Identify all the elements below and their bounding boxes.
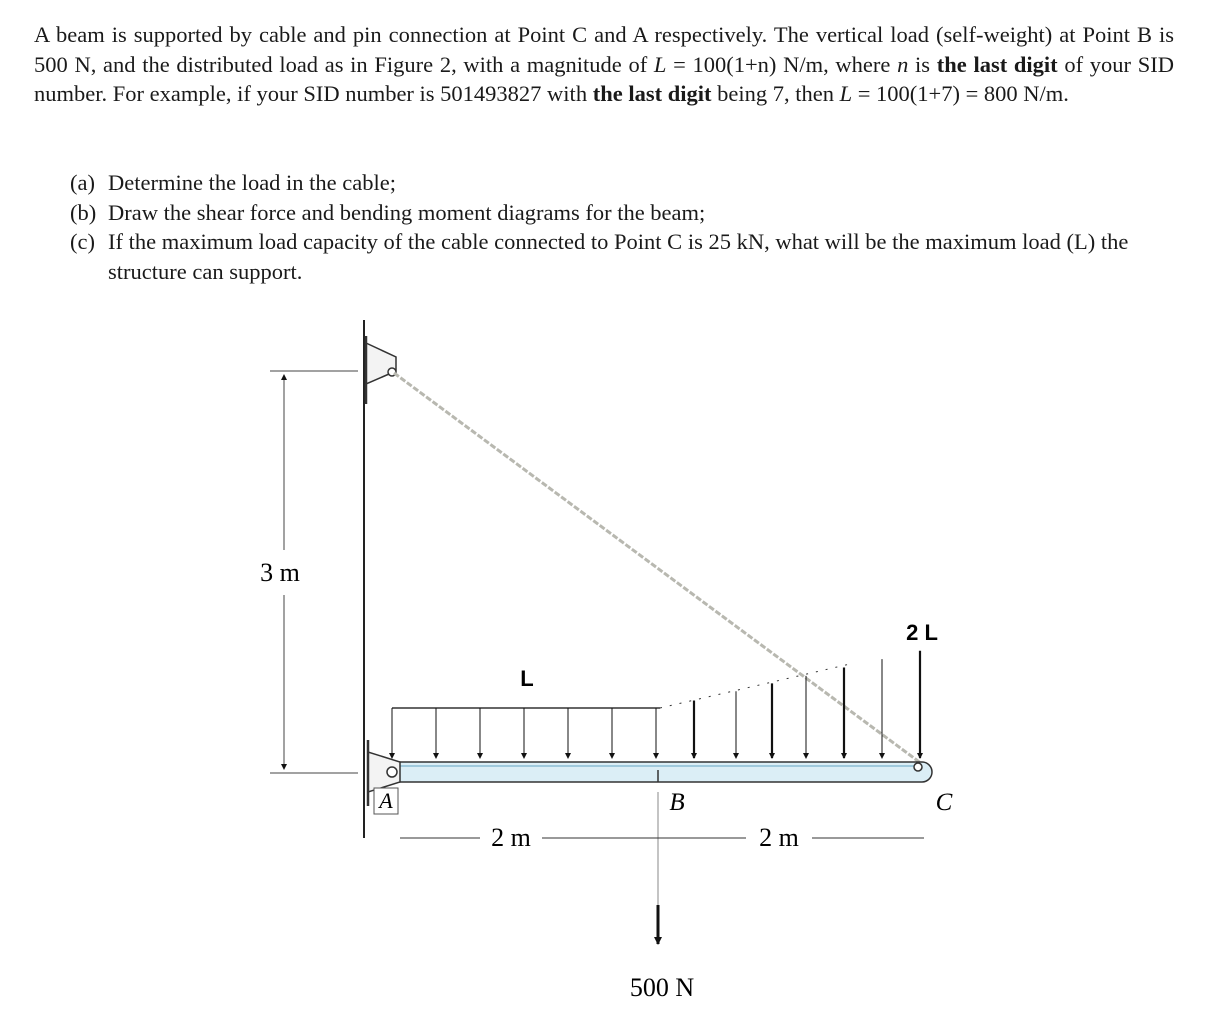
cable-anchor-bracket xyxy=(366,336,396,404)
emphasis-last-digit: the last digit xyxy=(592,81,712,106)
point-label-c: C xyxy=(935,789,953,816)
height-label: 3 m xyxy=(260,558,300,587)
load-label-l: L xyxy=(520,666,534,691)
question-part-a: (a) Determine the load in the cable; xyxy=(70,170,397,195)
point-label-b: B xyxy=(669,789,685,816)
span-label-ab: 2 m xyxy=(491,823,531,852)
problem-paragraph: A beam is supported by cable and pin connection at Point C and A respectively. The vertical load (self-weight) at Point B is 500 N, and the distributed load as in Figure 2, with a magnitude of L = 100(1+n) N/m, where n is the last digit of your SID number. For example, if your SID number is 501493827 with the last digit being 7, then L = 100(1+7) = 800 N/m. xyxy=(34,22,1174,106)
emphasis-last-digit: the last digit xyxy=(936,51,1058,77)
point-label-a: A xyxy=(379,788,393,813)
cable-pin-c xyxy=(914,763,922,771)
point-load-label: 500 N xyxy=(629,973,695,1002)
span-label-bc: 2 m xyxy=(759,823,799,852)
load-label-2l: 2 L xyxy=(906,620,938,645)
question-part-c: (c) If the maximum load capacity of the cable connected to Point C is 25 kN, what will be the maximum load (L) the structure can support. xyxy=(70,229,1129,284)
cable xyxy=(394,373,922,764)
question-part-b: (b) Draw the shear force and bending moment diagrams for the beam; xyxy=(70,199,706,225)
load-envelope xyxy=(660,664,850,708)
